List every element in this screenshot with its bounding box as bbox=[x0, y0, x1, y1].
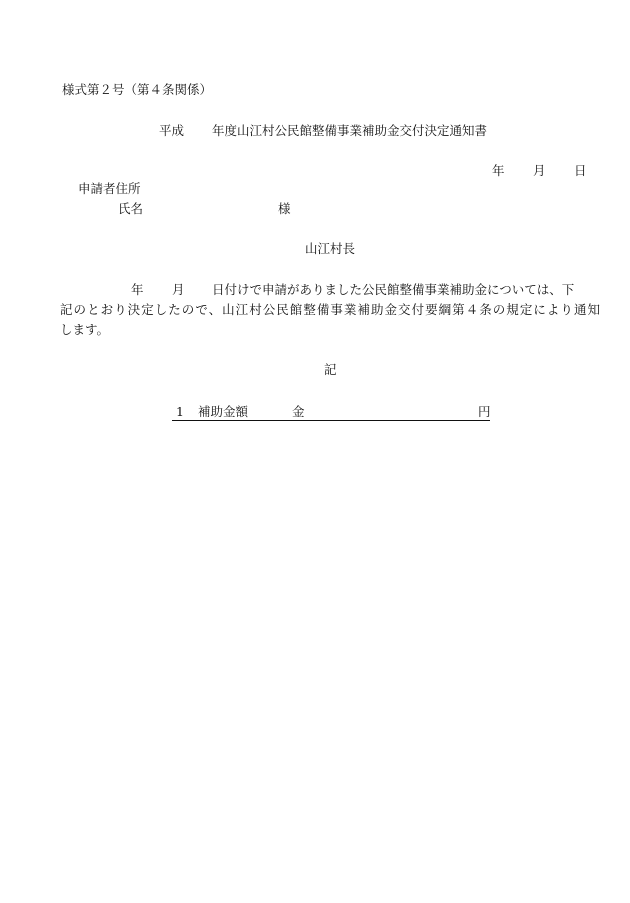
ki-heading: 記 bbox=[324, 362, 337, 377]
body-line-1: 日付けで申請がありました公民館整備事業補助金については、下 bbox=[212, 282, 575, 297]
recipient-name-label: 氏名 bbox=[118, 201, 144, 216]
subsidy-amount-row bbox=[172, 404, 490, 421]
body-month: 月 bbox=[172, 282, 185, 297]
date-year: 年 bbox=[492, 163, 505, 178]
item-kin: 金 bbox=[292, 404, 305, 419]
form-number: 様式第２号（第４条関係） bbox=[62, 82, 213, 97]
body-line-2: 記のとおり決定したので、山江村公民館整備事業補助金交付要綱第４条の規定により通知 bbox=[60, 302, 600, 317]
title-era: 平成 bbox=[159, 123, 185, 138]
date-day: 日 bbox=[574, 163, 587, 178]
date-month: 月 bbox=[533, 163, 546, 178]
issuer: 山江村長 bbox=[305, 241, 356, 256]
item-label: 補助金額 bbox=[198, 404, 249, 419]
recipient-honorific: 様 bbox=[278, 201, 291, 216]
title-text: 年度山江村公民館整備事業補助金交付決定通知書 bbox=[212, 123, 488, 138]
item-number: 1 bbox=[176, 404, 184, 419]
body-year: 年 bbox=[131, 282, 144, 297]
body-line-3: します。 bbox=[60, 322, 110, 337]
recipient-address-label: 申請者住所 bbox=[78, 181, 141, 196]
item-unit: 円 bbox=[478, 404, 491, 419]
